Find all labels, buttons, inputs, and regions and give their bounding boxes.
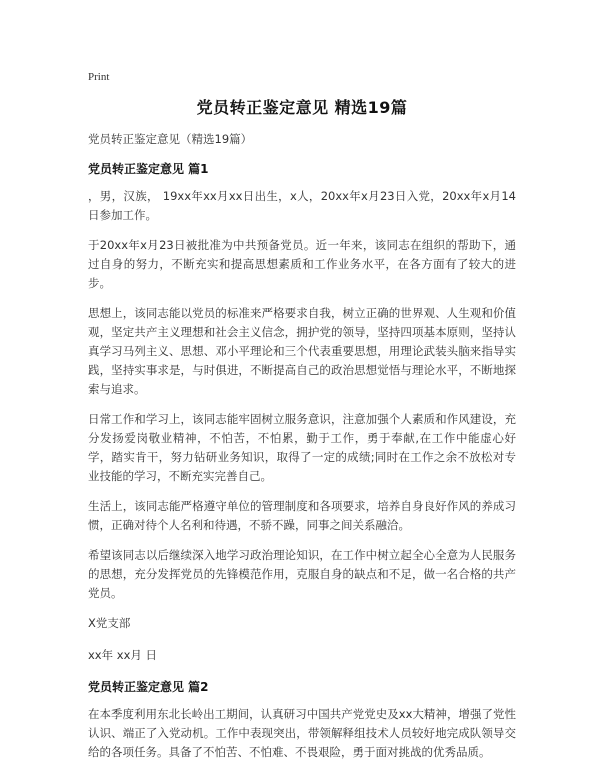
section-1	[88, 160, 516, 665]
section-heading: 党员转正鉴定意见 篇2	[88, 680, 209, 694]
signature-party-branch: X党支部	[88, 616, 131, 630]
section-heading: 党员转正鉴定意见 篇1	[88, 162, 209, 176]
paragraph: 于20xx年x月23日被批准为中共预备党员。近一年来，该同志在组织的帮助下，通过自身的努力，不断充实和提高思想素质和工作业务水平，在各方面有了较大的进步。	[88, 238, 516, 290]
paragraph: 日常工作和学习上，该同志能牢固树立服务意识，注意加强个人素质和作风建设，充分发扬爱岗敬业精神，不怕苦，不怕累，勤于工作，勇于奉献,在工作中能虚心好学，踏实肯干，努力钻研业务知识，取得了一定的成绩;同时在工作之余不放松对专业技能的学习，不断充实完善自己。	[88, 412, 516, 483]
print-label: Print	[88, 71, 110, 83]
document-body	[88, 130, 516, 773]
section-2	[88, 678, 516, 762]
document-title: 党员转正鉴定意见 精选19篇	[196, 98, 408, 117]
signature-date: xx年 xx月 日	[88, 648, 158, 662]
paragraph: ，男，汉族， 19xx年xx月xx日出生，x人，20xx年x月23日入党，20xx年x月14日参加工作。	[88, 189, 516, 222]
document-subtitle: 党员转正鉴定意见（精选19篇）	[88, 132, 253, 146]
paragraph: 思想上，该同志能以党员的标准来严格要求自我，树立正确的世界观、人生观和价值观，坚定共产主义理想和社会主义信念，拥护党的领导，坚持四项基本原则，坚持认真学习马列主义、思想、邓小平理论和三个代表重要思想，用理论武装头脑来指导实践，坚持实事求是，与时俱进，不断提高自己的政治思想觉悟与理论水平，不断地探索与追求。	[88, 306, 516, 396]
paragraph: 在本季度利用东北长岭出工期间，认真研习中国共产党党史及xx大精神，增强了党性认识、端正了入党动机。工作中表现突出，带领解释组技术人员较好地完成队领导交给的各项任务。具备了不怕苦、不怕难、不畏艰险，勇于面对挑战的优秀品质。	[88, 707, 516, 759]
paragraph: 希望该同志以后继续深入地学习政治理论知识，在工作中树立起全心全意为人民服务的思想，充分发挥党员的先锋模范作用，克服自身的缺点和不足，做一名合格的共产党员。	[88, 548, 516, 600]
paragraph: 生活上，该同志能严格遵守单位的管理制度和各项要求，培养自身良好作风的养成习惯，正确对待个人名利和待遇，不骄不躁，同事之间关系融洽。	[88, 499, 516, 532]
